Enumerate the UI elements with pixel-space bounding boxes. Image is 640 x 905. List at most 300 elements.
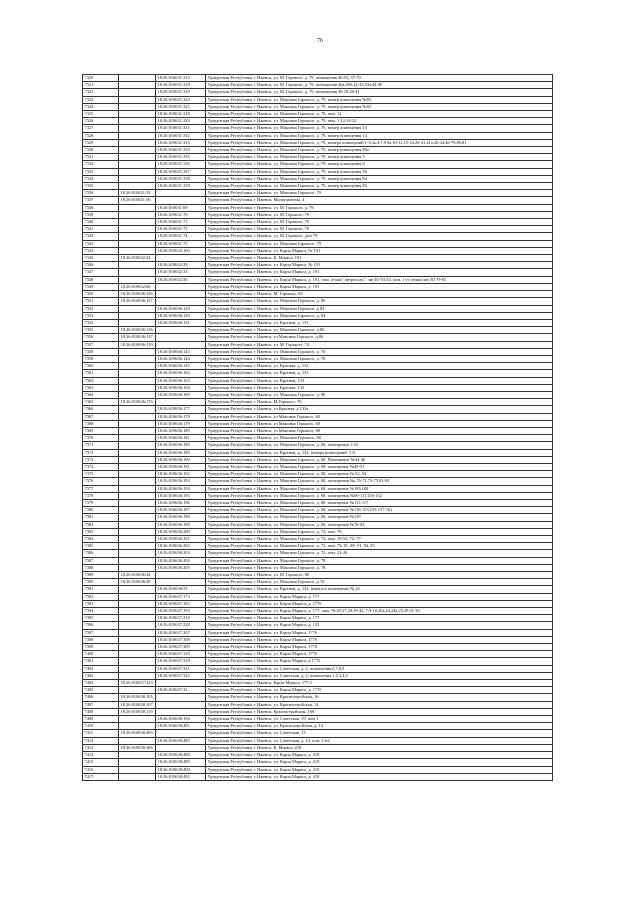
land-cadastral-number-cell: 18:26:010638:107 xyxy=(119,701,156,708)
building-cadastral-number-cell xyxy=(156,197,206,204)
page-number: 76 xyxy=(317,38,323,44)
row-number-cell: 7329 xyxy=(83,139,119,146)
row-number-cell: 7344 xyxy=(83,247,119,254)
building-cadastral-number-cell: 18:26:010631:325 xyxy=(156,103,206,110)
address-cell: Удмуртская Республика, г Ижевск, ул. Карла Маркса, 177б xyxy=(206,644,553,651)
row-number-cell: 7416 xyxy=(83,766,119,773)
row-number-cell: 7412 xyxy=(83,737,119,744)
land-cadastral-number-cell xyxy=(119,103,156,110)
land-cadastral-number-cell xyxy=(119,463,156,470)
land-cadastral-number-cell xyxy=(119,111,156,118)
land-cadastral-number-cell xyxy=(119,651,156,658)
row-number-cell: 7410 xyxy=(83,723,119,730)
table-row xyxy=(83,773,553,780)
table-row xyxy=(83,219,553,226)
address-cell: Удмуртская Республика, г Ижевск, ул. Карла Маркса, д. 191 xyxy=(206,269,553,276)
table-row xyxy=(83,716,553,723)
table-row xyxy=(83,125,553,132)
land-cadastral-number-cell xyxy=(119,636,156,643)
table-row xyxy=(83,485,553,492)
building-cadastral-number-cell xyxy=(156,680,206,687)
address-cell: Удмуртская Республика, г Ижевск, ул. Максима Горького, д. 79, номер помещения 83 xyxy=(206,183,553,190)
table-row xyxy=(83,629,553,636)
table-row xyxy=(83,406,553,413)
table-row xyxy=(83,499,553,506)
row-number-cell: 7338 xyxy=(83,204,119,211)
land-cadastral-number-cell xyxy=(119,644,156,651)
land-cadastral-number-cell xyxy=(119,420,156,427)
row-number-cell: 7364 xyxy=(83,391,119,398)
building-cadastral-number-cell xyxy=(156,255,206,262)
address-cell: Удмуртская Республика, г Ижевск, ул. Советская, д. 13, пом. 1-62 xyxy=(206,737,553,744)
building-cadastral-number-cell: 18:26:010637:228 xyxy=(156,622,206,629)
table-row xyxy=(83,543,553,550)
land-cadastral-number-cell xyxy=(119,312,156,319)
address-cell: Удмуртская Республика, г Ижевск, ул. Максима Горького, д. 78 xyxy=(206,557,553,564)
row-number-cell: 7325 xyxy=(83,111,119,118)
building-cadastral-number-cell: 18:26:010637:321 xyxy=(156,665,206,672)
row-number-cell: 7345 xyxy=(83,255,119,262)
row-number-cell: 7382 xyxy=(83,521,119,528)
address-cell: Удмуртская Республика, г Ижевск, ул. Максима Горького, д. 79, номер помещения 13 xyxy=(206,125,553,132)
building-cadastral-number-cell: 18:26:010638:150 xyxy=(156,716,206,723)
row-number-cell: 7367 xyxy=(83,413,119,420)
address-cell: Удмуртская Республика, г Ижевск, ул. Карла Маркса, д. 218 xyxy=(206,752,553,759)
row-number-cell: 7350 xyxy=(83,291,119,298)
building-cadastral-number-cell: 18:26:010631:338 xyxy=(156,175,206,182)
table-row xyxy=(83,471,553,478)
address-cell: Удмуртская Республика, г Ижевск, ул. Советская, 13 xyxy=(206,730,553,737)
address-cell: Удмуртская Республика, г Ижевск, К. Маркса, 191 xyxy=(206,255,553,262)
building-cadastral-number-cell: 18:26:010637:173 xyxy=(156,593,206,600)
table-row xyxy=(83,744,553,751)
table-row xyxy=(83,82,553,89)
land-cadastral-number-cell xyxy=(119,766,156,773)
address-cell: Удмуртская Республика, г Ижевск, ул. Максима Горького, д.86 xyxy=(206,327,553,334)
row-number-cell: 7400 xyxy=(83,651,119,658)
table-row xyxy=(83,89,553,96)
address-cell: Удмуртская Республика, г Ижевск, ул. Максима Горького, 68 xyxy=(206,435,553,442)
building-cadastral-number-cell: 18:26:010637:318 xyxy=(156,658,206,665)
building-cadastral-number-cell: 18:26:010631:328 xyxy=(156,111,206,118)
land-cadastral-number-cell xyxy=(119,75,156,82)
address-cell: Удмуртская Республика, г Ижевск, ул. Карла Маркса, д 177б xyxy=(206,658,553,665)
table-row xyxy=(83,478,553,485)
building-cadastral-number-cell: 18:26:010638:489 xyxy=(156,759,206,766)
table-row xyxy=(83,586,553,593)
row-number-cell: 7366 xyxy=(83,406,119,413)
table-row xyxy=(83,550,553,557)
address-cell: Удмуртская Республика, г Ижевск, ул. Карла Маркса, д. 218 xyxy=(206,759,553,766)
table-row xyxy=(83,572,553,579)
table-row xyxy=(83,147,553,154)
land-cadastral-number-cell xyxy=(119,759,156,766)
land-cadastral-number-cell: 18:26:010636:136 xyxy=(119,327,156,334)
table-row xyxy=(83,636,553,643)
address-cell: Удмуртская Республика, г Ижевск, ул. М. Горького, д. 79 xyxy=(206,204,553,211)
row-number-cell: 7396 xyxy=(83,622,119,629)
land-cadastral-number-cell: 18:26:010636:139 xyxy=(119,341,156,348)
table-row xyxy=(83,204,553,211)
building-cadastral-number-cell: 18:26:010637:309 xyxy=(156,644,206,651)
land-cadastral-number-cell: 18:26:010631:56 xyxy=(119,197,156,204)
table-row xyxy=(83,672,553,679)
building-cadastral-number-cell xyxy=(156,399,206,406)
building-cadastral-number-cell: 18:26:010631:319 xyxy=(156,89,206,96)
row-number-cell: 7403 xyxy=(83,672,119,679)
address-cell: Удмуртская Республика, г Ижевск, ул. Максима Горького, д. 68, помещение №159 xyxy=(206,514,553,521)
land-cadastral-number-cell xyxy=(119,456,156,463)
row-number-cell: 7356 xyxy=(83,334,119,341)
table-row xyxy=(83,456,553,463)
building-cadastral-number-cell: 18:26:010636:53 xyxy=(156,586,206,593)
building-cadastral-number-cell: 18:26:010631:339 xyxy=(156,183,206,190)
address-cell: Удмуртская Республика, г Ижевск, ул. М. Горького, д. 79, помещения 46-55, 57-70 xyxy=(206,75,553,82)
address-cell: Удмуртская Республика, г Ижевск, М. Горького, 84 xyxy=(206,291,553,298)
table-row xyxy=(83,442,553,449)
building-cadastral-number-cell: 18:26:010636:144 xyxy=(156,355,206,362)
land-cadastral-number-cell xyxy=(119,492,156,499)
land-cadastral-number-cell: 18:26:010636:127 xyxy=(119,298,156,305)
table-row xyxy=(83,334,553,341)
address-cell: Удмуртская Республика, г Ижевск, ул. Красная, д. 133 xyxy=(206,370,553,377)
land-cadastral-number-cell xyxy=(119,737,156,744)
row-number-cell: 7378 xyxy=(83,492,119,499)
table-row xyxy=(83,687,553,694)
land-cadastral-number-cell: 18:26:010638:483 xyxy=(119,730,156,737)
address-cell: Удмуртская Республика, г Ижевск, ул. Максима Горького, д. 68, помещение №183,184 xyxy=(206,485,553,492)
building-cadastral-number-cell: 18:26:010632:29 xyxy=(156,262,206,269)
table-row xyxy=(83,247,553,254)
table-row xyxy=(83,766,553,773)
row-number-cell: 7379 xyxy=(83,499,119,506)
address-cell: Удмуртская Республика, г Ижевск, ул. Максима Горького, д. 70 xyxy=(206,348,553,355)
address-cell: Удмуртская Республика, г Ижевск, ул. Карла Маркса, № 191 xyxy=(206,262,553,269)
land-cadastral-number-cell xyxy=(119,247,156,254)
table-row xyxy=(83,593,553,600)
row-number-cell: 7346 xyxy=(83,262,119,269)
row-number-cell: 7321 xyxy=(83,82,119,89)
building-cadastral-number-cell: 18:26:010631:71 xyxy=(156,219,206,226)
table-row xyxy=(83,737,553,744)
building-cadastral-number-cell: 18:26:010631:331 xyxy=(156,125,206,132)
row-number-cell: 7341 xyxy=(83,226,119,233)
table-row xyxy=(83,658,553,665)
land-cadastral-number-cell xyxy=(119,442,156,449)
row-number-cell: 7357 xyxy=(83,341,119,348)
building-cadastral-number-cell: 18:26:010637:322 xyxy=(156,672,206,679)
land-cadastral-number-cell xyxy=(119,557,156,564)
table-row xyxy=(83,708,553,715)
building-cadastral-number-cell xyxy=(156,744,206,751)
building-cadastral-number-cell: 18:26:010636:169 xyxy=(156,391,206,398)
building-cadastral-number-cell xyxy=(156,694,206,701)
address-cell: Удмуртская Республика, г Ижевск, ул. Карла Маркса, д. 191, пом. этажа "антресоль": лит Ю 53,54; пом. 1-го этажа лит Ю 79-81 xyxy=(206,276,553,283)
address-cell: Удмуртская Республика, г Ижевск, ул. Максима Горького, д. 79, пом. 12 xyxy=(206,111,553,118)
address-cell: Удмуртская Республика, г Ижевск, ул. Красная, д. 133, номера помещений: 1-6 xyxy=(206,449,553,456)
land-cadastral-number-cell: 18:26:010631:52 xyxy=(119,190,156,197)
land-cadastral-number-cell xyxy=(119,672,156,679)
row-number-cell: 7363 xyxy=(83,384,119,391)
land-cadastral-number-cell xyxy=(119,240,156,247)
row-number-cell: 7333 xyxy=(83,168,119,175)
row-number-cell: 7397 xyxy=(83,629,119,636)
address-cell: Удмуртская Республика, г Ижевск, Красногеройская, 169 xyxy=(206,708,553,715)
row-number-cell: 7361 xyxy=(83,370,119,377)
row-number-cell: 7372 xyxy=(83,449,119,456)
building-cadastral-number-cell: 18:26:010638:488 xyxy=(156,752,206,759)
table-row xyxy=(83,514,553,521)
land-cadastral-number-cell xyxy=(119,391,156,398)
table-row xyxy=(83,226,553,233)
address-cell: Удмуртская Республика, г Ижевск, ул Максима Горького, 68 xyxy=(206,427,553,434)
building-cadastral-number-cell: 18:26:010636:197 xyxy=(156,507,206,514)
land-cadastral-number-cell xyxy=(119,139,156,146)
row-number-cell: 7348 xyxy=(83,276,119,283)
land-cadastral-number-cell xyxy=(119,665,156,672)
land-cadastral-number-cell xyxy=(119,82,156,89)
land-cadastral-number-cell xyxy=(119,564,156,571)
table-row xyxy=(83,370,553,377)
row-number-cell: 7352 xyxy=(83,305,119,312)
address-cell: Удмуртская Республика, г Ижевск, ул. Красногеройская, д. 14 xyxy=(206,723,553,730)
building-cadastral-number-cell xyxy=(156,327,206,334)
building-cadastral-number-cell: 18:26:010636:129 xyxy=(156,305,206,312)
row-number-cell: 7411 xyxy=(83,730,119,737)
table-row xyxy=(83,730,553,737)
address-cell: Удмуртская Республика, г Ижевск, Милиционная, 4 xyxy=(206,197,553,204)
land-cadastral-number-cell xyxy=(119,370,156,377)
building-cadastral-number-cell: 18:26:010636:191 xyxy=(156,463,206,470)
table-row xyxy=(83,680,553,687)
building-cadastral-number-cell: 18:26:010637:308 xyxy=(156,636,206,643)
building-cadastral-number-cell: 18:26:010636:190 xyxy=(156,456,206,463)
row-number-cell: 7384 xyxy=(83,536,119,543)
table-row xyxy=(83,269,553,276)
registry-table xyxy=(82,74,553,781)
building-cadastral-number-cell: 18:26:010636:198 xyxy=(156,514,206,521)
address-cell: Удмуртская Республика, г Ижевск, ул. Максима Горького, д. 79, номер помещения 14 xyxy=(206,132,553,139)
row-number-cell: 7373 xyxy=(83,456,119,463)
building-cadastral-number-cell: 18:26:010636:163 xyxy=(156,377,206,384)
land-cadastral-number-cell xyxy=(119,89,156,96)
row-number-cell: 7337 xyxy=(83,197,119,204)
table-row xyxy=(83,276,553,283)
row-number-cell: 7343 xyxy=(83,240,119,247)
table-row xyxy=(83,132,553,139)
land-cadastral-number-cell xyxy=(119,175,156,182)
land-cadastral-number-cell xyxy=(119,355,156,362)
land-cadastral-number-cell xyxy=(119,233,156,240)
table-row xyxy=(83,175,553,182)
building-cadastral-number-cell: 18:26:010637:216 xyxy=(156,615,206,622)
address-cell: Удмуртская Республика, г Ижевск, ул. Максима Горького, д. 79, номер помещения №82 xyxy=(206,103,553,110)
building-cadastral-number-cell xyxy=(156,572,206,579)
address-cell: Удмуртская Республика, г Ижевск, ул. Карла Маркса, 177б xyxy=(206,651,553,658)
row-number-cell: 7405 xyxy=(83,687,119,694)
address-cell: Удмуртская Республика, г Ижевск, ул. Красная, д. 133 xyxy=(206,319,553,326)
land-cadastral-number-cell xyxy=(119,269,156,276)
table-row xyxy=(83,651,553,658)
building-cadastral-number-cell: 18:26:010636:162 xyxy=(156,370,206,377)
row-number-cell: 7414 xyxy=(83,752,119,759)
building-cadastral-number-cell: 18:26:010632:33 xyxy=(156,269,206,276)
row-number-cell: 7370 xyxy=(83,435,119,442)
land-cadastral-number-cell xyxy=(119,406,156,413)
address-cell: Удмуртская Республика, г Ижевск, ул. Красная, д. 133, нежилое помещение № 24 xyxy=(206,586,553,593)
building-cadastral-number-cell xyxy=(156,579,206,586)
land-cadastral-number-cell: 18:26:010638:486 xyxy=(119,744,156,751)
registry-table-container xyxy=(82,74,552,781)
address-cell: Удмуртская Республика, г Ижевск, ул. Красногеройская, 14 xyxy=(206,701,553,708)
land-cadastral-number-cell xyxy=(119,478,156,485)
building-cadastral-number-cell: 18:26:010631:70 xyxy=(156,211,206,218)
land-cadastral-number-cell xyxy=(119,118,156,125)
address-cell: Удмуртская Республика, г Ижевск, ул. Максима Горького, д. 68, Помещение №44-46 xyxy=(206,456,553,463)
building-cadastral-number-cell: 18:26:010638:490 xyxy=(156,766,206,773)
row-number-cell: 7360 xyxy=(83,363,119,370)
row-number-cell: 7387 xyxy=(83,557,119,564)
building-cadastral-number-cell: 18:26:010631:337 xyxy=(156,168,206,175)
land-cadastral-number-cell xyxy=(119,211,156,218)
address-cell: Удмуртская Республика, г Ижевск, ул. Максима Горького, д. 70 xyxy=(206,355,553,362)
building-cadastral-number-cell: 18:26:010632:50 xyxy=(156,276,206,283)
table-row xyxy=(83,528,553,535)
building-cadastral-number-cell: 18:26:010636:177 xyxy=(156,406,206,413)
land-cadastral-number-cell xyxy=(119,615,156,622)
address-cell: Удмуртская Республика, г Ижевск, ул. Максима Горького, 79 xyxy=(206,190,553,197)
row-number-cell: 7340 xyxy=(83,219,119,226)
building-cadastral-number-cell: 18:26:010636:130 xyxy=(156,312,206,319)
address-cell: Удмуртская Республика, г Ижевск, Карла Маркса, 177 б xyxy=(206,680,553,687)
land-cadastral-number-cell: 18:26:010636:49 xyxy=(119,579,156,586)
building-cadastral-number-cell: 18:26:010636:189 xyxy=(156,449,206,456)
address-cell: Удмуртская Республика, г Ижевск, ул. Максима Горького, д. 68, помещения 1-43 xyxy=(206,442,553,449)
row-number-cell: 7328 xyxy=(83,132,119,139)
land-cadastral-number-cell xyxy=(119,377,156,384)
address-cell: Удмуртская Республика, г Ижевск, ул. М. Горького, 80 xyxy=(206,572,553,579)
row-number-cell: 7391 xyxy=(83,586,119,593)
table-row xyxy=(83,384,553,391)
table-row xyxy=(83,154,553,161)
building-cadastral-number-cell: 18:26:010631:74 xyxy=(156,233,206,240)
building-cadastral-number-cell: 18:26:010631:75 xyxy=(156,240,206,247)
building-cadastral-number-cell: 18:26:010631:324 xyxy=(156,96,206,103)
address-cell: Удмуртская Республика, г Ижевск, ул. Красная, д. 133 xyxy=(206,363,553,370)
building-cadastral-number-cell: 18:26:010636:164 xyxy=(156,384,206,391)
row-number-cell: 7401 xyxy=(83,658,119,665)
address-cell: Удмуртская Республика, г Ижевск, М.Горького, 76 xyxy=(206,399,553,406)
table-row xyxy=(83,507,553,514)
building-cadastral-number-cell: 18:26:010636:192 xyxy=(156,471,206,478)
address-cell: Удмуртская Республика, г Ижевск, ул. Максима Горького, д 84 xyxy=(206,305,553,312)
table-row xyxy=(83,327,553,334)
building-cadastral-number-cell: 18:26:010636:181 xyxy=(156,435,206,442)
address-cell: Удмуртская Республика, г Ижевск, ул. Карла Маркса, д. 218 xyxy=(206,766,553,773)
building-cadastral-number-cell: 18:26:010636:180 xyxy=(156,427,206,434)
row-number-cell: 7417 xyxy=(83,773,119,780)
building-cadastral-number-cell xyxy=(156,701,206,708)
building-cadastral-number-cell: 18:26:010631:333 xyxy=(156,139,206,146)
address-cell: Удмуртская Республика, г Ижевск, ул. М. Горького, д. 79, помещения 36-38,40-41 xyxy=(206,89,553,96)
land-cadastral-number-cell xyxy=(119,485,156,492)
row-number-cell: 7330 xyxy=(83,147,119,154)
table-row xyxy=(83,622,553,629)
row-number-cell: 7331 xyxy=(83,154,119,161)
row-number-cell: 7324 xyxy=(83,103,119,110)
table-row xyxy=(83,600,553,607)
row-number-cell: 7386 xyxy=(83,550,119,557)
table-row xyxy=(83,694,553,701)
table-row xyxy=(83,463,553,470)
address-cell: Удмуртская Республика, г Ижевск, ул. Максима Горького, д. 68, помещение №115-117 xyxy=(206,499,553,506)
row-number-cell: 7355 xyxy=(83,327,119,334)
address-cell: Удмуртская Республика, г Ижевск, ул. Карла Маркса, № 191 xyxy=(206,247,553,254)
address-cell: Удмуртская Республика, г Ижевск, ул. Максима Горького, д. 79, номера помещений 1-3,3а,4-7,9,9а,10-12,15-24,26-41,41а,42-44,46-79,80,81 xyxy=(206,139,553,146)
row-number-cell: 7351 xyxy=(83,298,119,305)
building-cadastral-number-cell: 18:26:010636:200 xyxy=(156,528,206,535)
address-cell: Удмуртская Республика, г Ижевск, ул. М. Горького, 74 xyxy=(206,341,553,348)
table-row xyxy=(83,701,553,708)
address-cell: Удмуртская Республика, г Ижевск, ул. Максима Горького, д. 72, пом. 78 xyxy=(206,528,553,535)
table-row xyxy=(83,298,553,305)
address-cell: Удмуртская Республика, г Ижевск, ул. М. Горького, дом 79 xyxy=(206,233,553,240)
building-cadastral-number-cell: 18:26:010636:179 xyxy=(156,420,206,427)
table-row xyxy=(83,96,553,103)
building-cadastral-number-cell xyxy=(156,730,206,737)
land-cadastral-number-cell xyxy=(119,536,156,543)
land-cadastral-number-cell xyxy=(119,507,156,514)
address-cell: Удмуртская Республика, г Ижевск, ул. Максима Горького, д. 72, пом. 78, 81, 88- 91, 94, 95 xyxy=(206,543,553,550)
building-cadastral-number-cell xyxy=(156,190,206,197)
land-cadastral-number-cell: 18:26:010632:66 xyxy=(119,283,156,290)
building-cadastral-number-cell: 18:26:010638:485 xyxy=(156,737,206,744)
building-cadastral-number-cell: 18:26:010636:193 xyxy=(156,478,206,485)
table-row xyxy=(83,312,553,319)
registry-table-body xyxy=(83,75,553,781)
address-cell: Удмуртская Республика, г Ижевск, ул. Максима Горького, д. 80 xyxy=(206,391,553,398)
address-cell: Удмуртская Республика, г Ижевск, ул Максима Горького, 68 xyxy=(206,413,553,420)
address-cell: Удмуртская Республика, г Ижевск, ул. Карла Маркса, д. 177б xyxy=(206,600,553,607)
table-row xyxy=(83,564,553,571)
row-number-cell: 7371 xyxy=(83,442,119,449)
address-cell: Удмуртская Республика, г Ижевск, ул. Максима Горького, д. 68, помещение №136-153,155-157-161 xyxy=(206,507,553,514)
land-cadastral-number-cell xyxy=(119,276,156,283)
table-row xyxy=(83,449,553,456)
row-number-cell: 7377 xyxy=(83,485,119,492)
table-row xyxy=(83,752,553,759)
land-cadastral-number-cell xyxy=(119,687,156,694)
building-cadastral-number-cell: 18:26:010638:481 xyxy=(156,723,206,730)
address-cell: Удмуртская Республика, г Ижевск, ул. Красногеройская, 16 xyxy=(206,694,553,701)
address-cell: Удмуртская Республика, г Ижевск, ул. Карла Маркса, д. 133 xyxy=(206,622,553,629)
land-cadastral-number-cell xyxy=(119,435,156,442)
address-cell: Удмуртская Республика, г Ижевск, ул. Карла Маркса, д. 177, пом. 19,20-27,29,39-42, 7,9-18,20а,24,24а,25,29,31-35 xyxy=(206,608,553,615)
building-cadastral-number-cell: 18:26:010636:131 xyxy=(156,319,206,326)
table-row xyxy=(83,391,553,398)
building-cadastral-number-cell: 18:26:010631:329 xyxy=(156,118,206,125)
land-cadastral-number-cell xyxy=(119,305,156,312)
table-row xyxy=(83,341,553,348)
land-cadastral-number-cell xyxy=(119,528,156,535)
row-number-cell: 7394 xyxy=(83,608,119,615)
address-cell: Удмуртская Республика, г Ижевск, ул. Максима Горького, д. 68, помещения №i 55-71,73-75,81-92 xyxy=(206,478,553,485)
building-cadastral-number-cell: 18:26:010637:33 xyxy=(156,687,206,694)
table-row xyxy=(83,377,553,384)
building-cadastral-number-cell: 18:26:010637:193 xyxy=(156,608,206,615)
table-row xyxy=(83,255,553,262)
address-cell: Удмуртская Республика, г Ижевск, К. Маркса, 218 xyxy=(206,744,553,751)
